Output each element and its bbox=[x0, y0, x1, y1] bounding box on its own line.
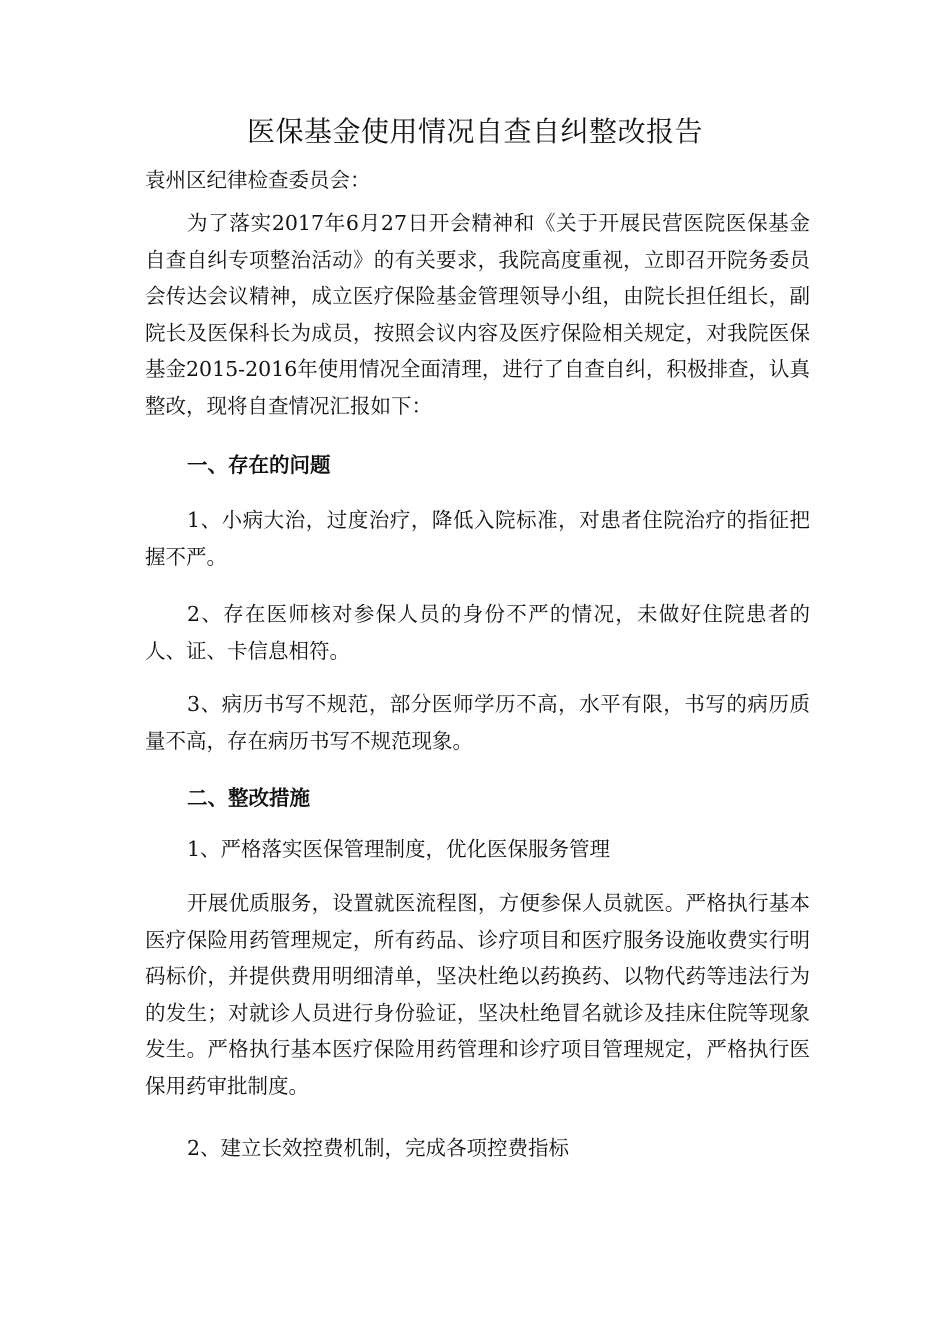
measure-paragraph-1: 开展优质服务，设置就医流程图，方便参保人员就医。严格执行基本医疗保险用药管理规定，所有药品、诊疗项目和医疗服务设施收费实行明码标价，并提供费用明细清单，坚决杜绝以药换药、以物代药等违法行为的发生；对就诊人员进行身份验证，坚决杜绝冒名就诊及挂床住院等现象发生。严格执行基本医疗保险用药管理和诊疗项目管理规定，严格执行医保用药审批制度。 bbox=[145, 891, 810, 1098]
problem-item-3: 3、病历书写不规范，部分医师学历不高，水平有限，书写的病历质量不高，存在病历书写不规范现象。 bbox=[145, 692, 810, 753]
section-heading-measures: 二、整改措施 bbox=[187, 786, 310, 810]
section-heading-problems: 一、存在的问题 bbox=[187, 453, 331, 477]
salutation: 袁州区纪律检查委员会： bbox=[145, 168, 371, 192]
measure-subheading-2: 2、建立长效控费机制，完成各项控费指标 bbox=[187, 1136, 570, 1160]
problem-item-2: 2、存在医师核对参保人员的身份不严的情况，未做好住院患者的人、证、卡信息相符。 bbox=[145, 602, 810, 663]
intro-paragraph: 为了落实2017年6月27日开会精神和《关于开展民营医院医保基金自查自纠专项整治活动》的有关要求，我院高度重视，立即召开院务委员会传达会议精神，成立医疗保险基金管理领导小组，由院长担任组长，副院长及医保科长为成员，按照会议内容及医疗保险相关规定，对我院医保基金2015-2016年使用情况全面清理，进行了自查自纠，积极排查，认真整改，现将自查情况汇报如下： bbox=[145, 211, 810, 418]
problem-item-1: 1、小病大治，过度治疗，降低入院标准，对患者住院治疗的指征把握不严。 bbox=[145, 508, 810, 569]
document-title: 医保基金使用情况自查自纠整改报告 bbox=[246, 115, 703, 148]
measure-subheading-1: 1、严格落实医保管理制度，优化医保服务管理 bbox=[187, 837, 611, 861]
